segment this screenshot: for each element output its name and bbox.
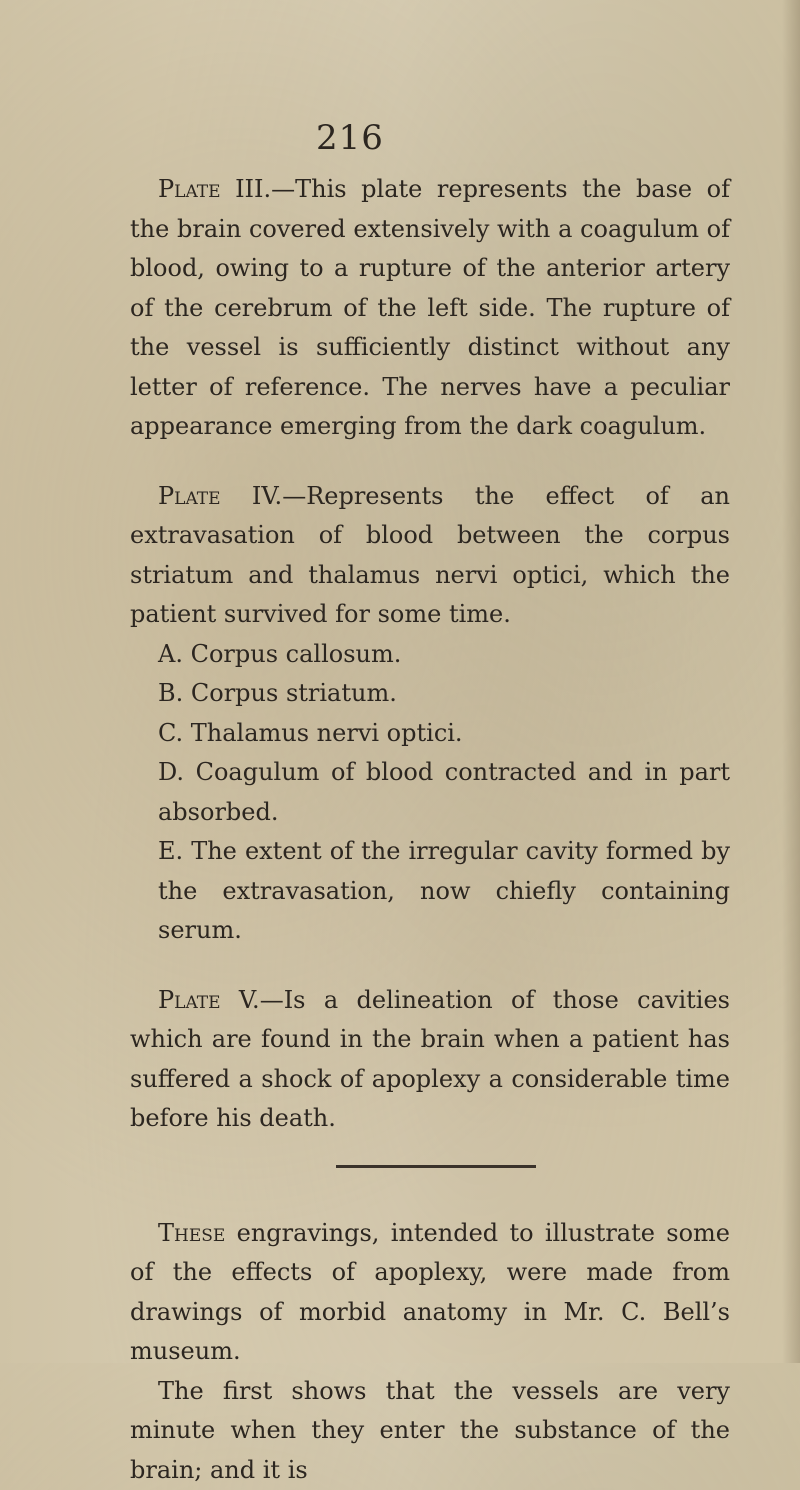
legend-item-d: D. Coagulum of blood contracted and in part absorbed. [130, 753, 730, 832]
legend-item-b: B. Corpus striatum. [130, 674, 730, 714]
engravings-note-text: engravings, intended to illustrate some of the effects of apoplexy, were made from drawings of morbid anatomy in Mr. C. Bell’s museum. [130, 1219, 730, 1366]
legend-item-c: C. Thalamus nervi optici. [130, 714, 730, 754]
engravings-note-lead: These [158, 1219, 225, 1247]
section-divider [336, 1165, 536, 1168]
plate-iv-legend [130, 635, 730, 951]
engravings-note [130, 1214, 730, 1372]
plate-iii-text: —This plate represents the base of the brain covered extensively with a coagulum of blood, owing to a rupture of the anterior artery of the cerebrum of the left side. The rupture of the vessel is sufficiently distinct without any letter of reference. The nerves have a peculiar appearance emerging from the dark coagulum. [130, 175, 730, 440]
page-number: 216 [0, 118, 700, 158]
plate-iv-heading: Plate IV. [158, 482, 282, 510]
plate-iii-heading: Plate III. [158, 175, 271, 203]
plate-iv-text: —Represents the effect of an extravasation of blood between the corpus striatum and thalamus nervi optici, which the patient survived for some time. [130, 482, 730, 629]
plate-v-heading: Plate V. [158, 986, 260, 1014]
plate-v-description [130, 981, 730, 1139]
plate-iv-description [130, 477, 730, 635]
plate-v-text: —Is a delineation of those cavities which are found in the brain when a patient has suffered a shock of apoplexy a considerable time before his death. [130, 986, 730, 1133]
legend-item-a: A. Corpus callosum. [130, 635, 730, 675]
page-body [130, 170, 730, 1490]
page-edge-shadow [782, 0, 800, 1363]
engravings-note-continuation: The first shows that the vessels are very minute when they enter the substance of the brain; and it is [130, 1372, 730, 1490]
plate-iii-description [130, 170, 730, 447]
legend-item-e: E. The extent of the irregular cavity formed by the extravasation, now chiefly containing serum. [130, 832, 730, 951]
